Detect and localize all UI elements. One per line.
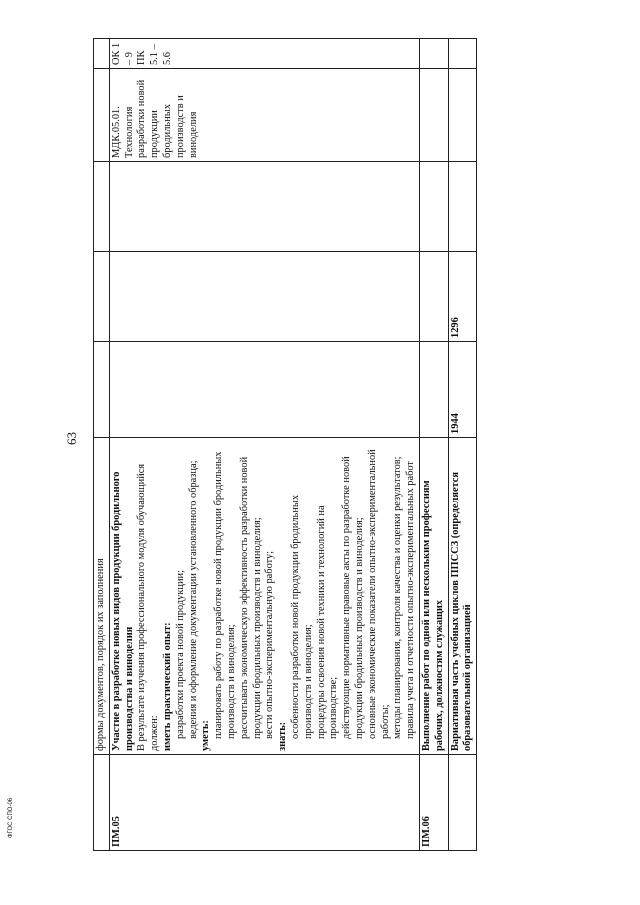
footer-code: ФГОС СПО-06 xyxy=(8,797,14,838)
variative-hours-class: 1296 xyxy=(448,252,477,342)
list-item: рассчитывать экономическую эффективность разработки новой продукции бродильных производств и виноделия; xyxy=(238,456,263,739)
list-item: процедуры освоения новой техники и технологий на производстве; xyxy=(315,505,340,739)
list-item: планировать работу по разработке новой продукции бродильных производств и виноделия; xyxy=(213,451,237,739)
pm05-title: Участие в разработке новых видов продукции бродильного производства и виноделия xyxy=(110,471,135,751)
page-number: 63 xyxy=(64,432,79,445)
row-top-text: формы документов, порядок их заполнения xyxy=(94,438,110,755)
pm06-text: Выполнение работ по одной или нескольким профессиям рабочих, должностям служащих xyxy=(419,438,448,755)
pm06-code: ПМ.06 xyxy=(419,755,448,851)
pm05-mdk: МДК.05.01. Технология разработки новой продукции бродильных производств и виноделия xyxy=(109,69,419,162)
list-item: правила учета и отчетности опытно-экспериментальных работ xyxy=(405,461,417,739)
variative-hours-max: 1944 xyxy=(448,342,477,438)
pm05-intro: В результате изучения профессионального модуля обучающийся должен: xyxy=(136,463,161,751)
list-item: разработки проекта новой продукции; xyxy=(174,570,186,739)
list-item: методы планирования, контроля качества и оценки результатов; xyxy=(392,456,404,739)
list-item: вести опытно-экспериментальную работу; xyxy=(264,551,276,739)
variative-text: Вариативная часть учебных циклов ППССЗ (определяется образовательной организацией xyxy=(448,438,477,755)
table-row-pm06 xyxy=(419,39,448,851)
pm05-code: ПМ.05 xyxy=(109,755,419,851)
pm05-skills-label: уметь: xyxy=(200,720,212,751)
list-item: особенности разработки новой продукции бродильных производств и виноделия; xyxy=(289,494,314,739)
curriculum-table xyxy=(93,38,477,851)
list-item: действующие нормативные правовые акты по разработке новой продукции бродильных производств и виноделия; xyxy=(341,456,365,739)
list-item: ведения и оформление документации установленного образца; xyxy=(187,460,199,739)
table-row-variative xyxy=(448,39,477,851)
list-item: основные экономические показатели опытно-экспериментальной работы; xyxy=(366,449,391,739)
pm05-description xyxy=(109,438,419,755)
curriculum-table-rotated xyxy=(93,39,540,851)
pm05-experience-label: иметь практический опыт: xyxy=(161,622,173,751)
pm05-knowledge-label: знать: xyxy=(277,721,289,751)
table-row xyxy=(94,39,110,851)
table-row-pm05 xyxy=(109,39,419,851)
pm05-competencies: ОК 1 – 9 ПК 5.1 – 5.6 xyxy=(109,39,419,69)
